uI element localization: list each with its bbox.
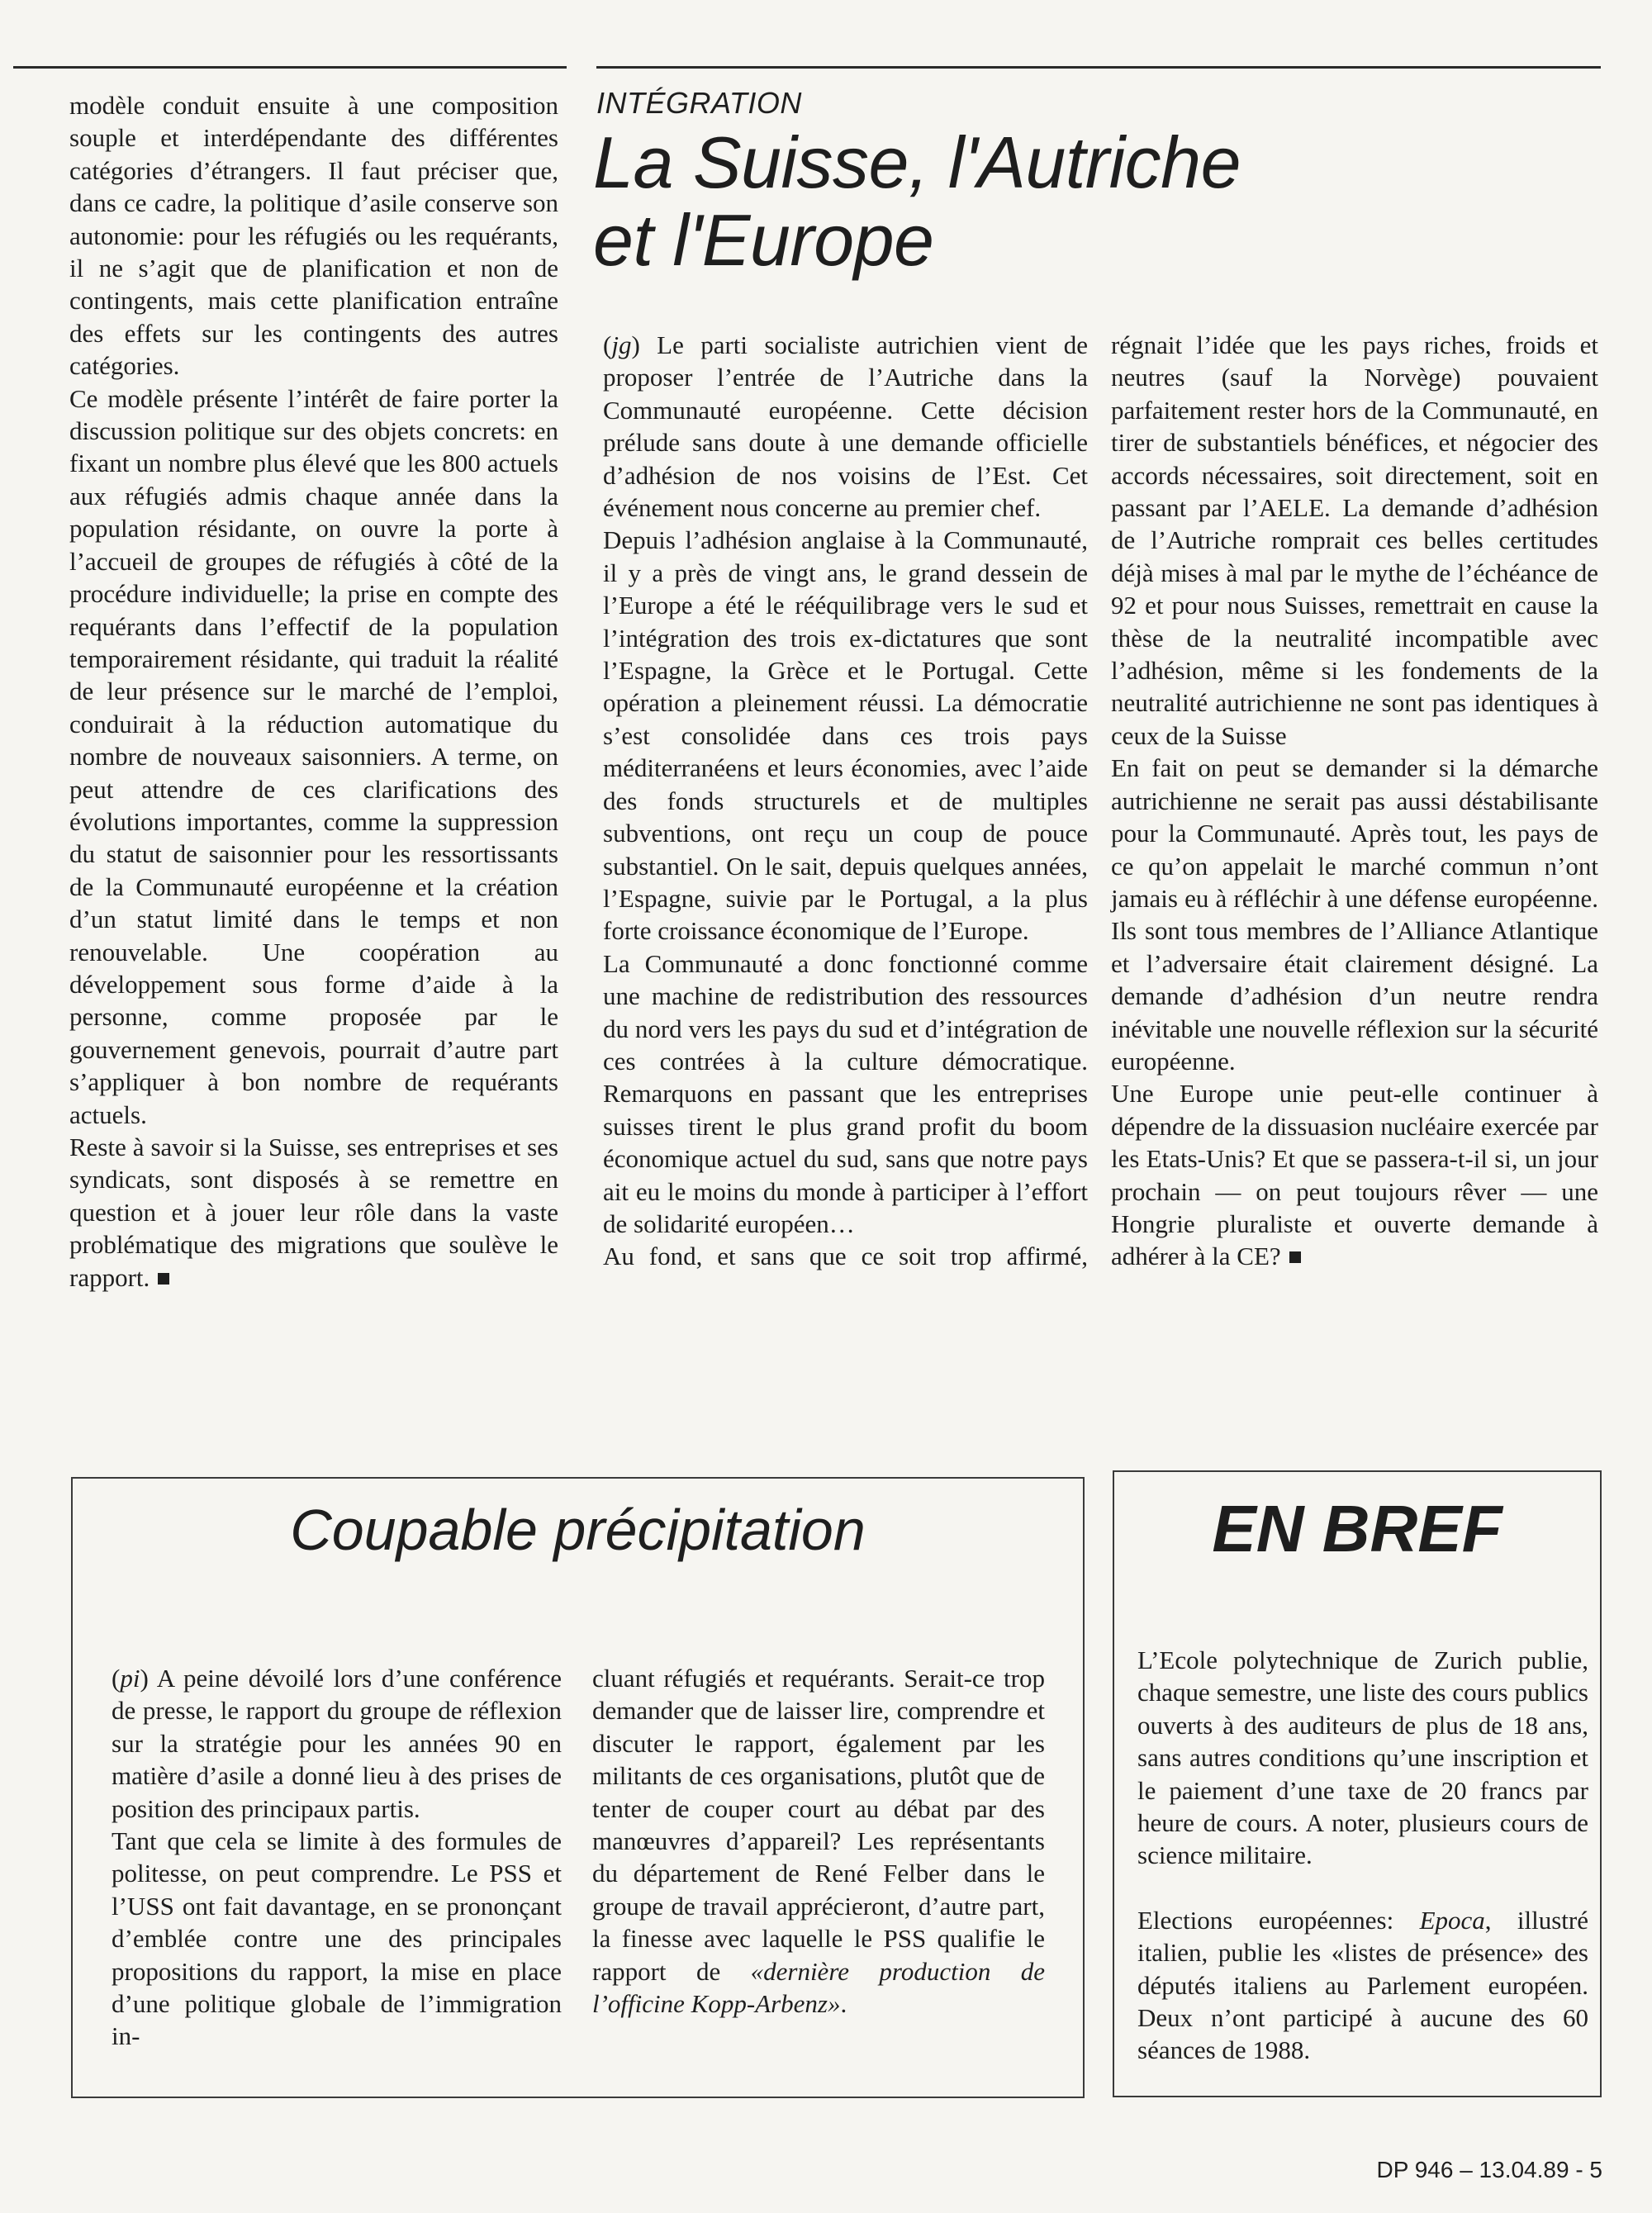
- main-paragraph-4: Au fond, et sans que ce soit trop affirmé,: [603, 1242, 1088, 1271]
- bref-item-1: L’Ecole polytechnique de Zurich publie, chaque semestre, une liste des cours publics ouverts à des auditeurs de plus de 18 ans, sans autres conditions qu’une inscription et le paiement d’une taxe de 20 francs par heure de cours. A noter, plusieurs cours de science militaire.: [1137, 1646, 1588, 1870]
- coupable-paragraph-1: (pi) A peine dévoilé lors d’une conférence de presse, le rapport du groupe de réflexion sur la stratégie pour les années 90 en matière d’asile a donné lieu à des prises de position des principaux partis.: [112, 1664, 562, 1823]
- box-en-bref-title: EN BREF: [1212, 1492, 1502, 1565]
- main-paragraph-3: La Communauté a donc fonctionné comme une machine de redistribution des ressources du nord vers les pays du sud et d’intégration de ces contrées à la culture démocratique. Remarquons en passant que les entreprises suisses tirent le plus grand profit du boom économique actuel du sud, sans que notre pays ait eu le moins du monde à participer à l’effort de solidarité européen…: [603, 948, 1088, 1238]
- main-article-column-2: [1111, 329, 1598, 1273]
- main-paragraph-6: En fait on peut se demander si la démarche autrichienne ne serait pas aussi déstabilisante pour la Communauté. Après tout, les pays de ce qu’on appelait le marché commun n’ont jamais eu à réfléchir à une défense européenne. Ils sont tous membres de l’Alliance Atlantique et l’adversaire était clairement désigné. La demande d’adhésion d’un neutre rendra inévitable une nouvelle réflexion sur la sécurité européenne.: [1111, 753, 1598, 1076]
- main-article-column-1: [603, 329, 1088, 1273]
- coupable-paragraph-3: cluant réfugiés et requérants. Serait-ce trop demander que de laisser lire, comprendre et discuter le rapport, également par les militants de ces organisations, plutôt que de tenter de couper court au débat par des manœuvres d’appareil? Les représentants du département de René Felber dans le groupe de travail apprécieront, d’autre part, la finesse avec laquelle le PSS qualifie le rapport de «dernière production de l’officine Kopp-Arbenz».: [592, 1664, 1045, 2019]
- prev-paragraph-1: modèle conduit ensuite à une composition souple et interdépendante des différentes catégories d’étrangers. Il faut préciser que, dans ce cadre, la politique d’asile conserve son autonomie: pour les réfugiés ou les requérants, il ne s’agit que de planification et non de contingents, mais cette planification entraîne des effets sur les contingents des autres catégories.: [69, 91, 558, 381]
- top-rule-right: [596, 66, 1601, 69]
- box-coupable-title: Coupable précipitation: [290, 1498, 866, 1562]
- author-initials: jg: [611, 330, 632, 359]
- end-mark-icon: [158, 1273, 169, 1285]
- prev-article-column: [69, 89, 558, 1294]
- prev-paragraph-3: Reste à savoir si la Suisse, ses entreprises et ses syndicats, sont disposés à se remettre en question et à jouer leur rôle dans la vaste problématique des migrations que soulève le rapport.: [69, 1133, 558, 1292]
- bref-item-2: Elections européennes: Epoca, illustré italien, publie les «listes de présence» des députés italiens au Parlement européen. Deux n’ont participé à aucune des 60 séances de 1988.: [1137, 1905, 1588, 2065]
- end-mark-icon: [1289, 1251, 1301, 1263]
- section-kicker: INTÉGRATION: [596, 86, 802, 120]
- article-title: La Suisse, l'Autriche et l'Europe: [593, 121, 1241, 281]
- main-paragraph-5: régnait l’idée que les pays riches, froids et neutres (sauf la Norvège) pouvaient parfaitement rester hors de la Communauté, en tirer de substantiels bénéfices, et négocier des accords nécessaires, soit directement, soit en passant par l’AELE. La demande d’adhésion de l’Autriche romprait ces belles certitudes déjà mises à mal par le mythe de l’échéance de 92 et pour nous Suisses, remettrait en cause la thèse de la neutralité incompatible avec l’adhésion, même si les fondements de la neutralité autrichienne ne sont pas identiques à ceux de la Suisse: [1111, 330, 1598, 750]
- box-en-bref-text: [1137, 1644, 1588, 2067]
- coupable-paragraph-2: Tant que cela se limite à des formules de politesse, on peut comprendre. Le PSS et l’USS ont fait davantage, en se prononçant d’emblée contre une des principales propositions du rapport, la mise en place d’une politique globale de l’immigration in-: [112, 1826, 562, 2051]
- main-paragraph-7: Une Europe unie peut-elle continuer à dépendre de la dissuasion nucléaire exercée par les Etats-Unis? Et que se passera-t-il si, un jour prochain — on peut toujours rêver — une Hongrie pluraliste et ouverte demande à adhérer à la CE?: [1111, 1079, 1598, 1271]
- box-en-bref: [1113, 1470, 1602, 2097]
- box-coupable: [71, 1477, 1085, 2098]
- top-rule-left: [13, 66, 567, 69]
- main-paragraph-1: (jg) Le parti socialiste autrichien vient de proposer l’entrée de l’Autriche dans la Communauté européenne. Cette décision prélude sans doute à une demande officielle d’adhésion de nos voisins de l’Est. Cet événement nous concerne au premier chef.: [603, 330, 1088, 523]
- prev-paragraph-2: Ce modèle présente l’intérêt de faire porter la discussion politique sur des objets concrets: en fixant un nombre plus élevé que les 800 actuels aux réfugiés admis chaque année dans la population résidante, on ouvre la porte à l’accueil de groupes de réfugiés à côté de la procédure individuelle; la prise en compte des requérants dans l’effectif de la population temporairement résidante, qui traduit la réalité de leur présence sur le marché de l’emploi, conduirait à la réduction automatique du nombre de nouveaux saisonniers. A terme, on peut attendre de ces clarifications des évolutions importantes, comme la suppression du statut de saisonnier pour les ressortissants de la Communauté européenne et la création d’un statut limité dans le temps et non renouvelable. Une coopération au développement sous forme d’aide à la personne, comme proposée par le gouvernement genevois, pourrait d’autre part s’appliquer à bon nombre de requérants actuels.: [69, 383, 558, 1129]
- main-paragraph-2: Depuis l’adhésion anglaise à la Communauté, il y a près de vingt ans, le grand dessein de l’Europe a été le rééquilibrage vers le sud et l’intégration des trois ex-dictatures que sont l’Espagne, la Grèce et le Portugal. Cette opération a pleinement réussi. La démocratie s’est consolidée dans ces trois pays méditerranéens et leurs économies, avec l’aide des fonds structurels et de multiples subventions, ont reçu un coup de pouce substantiel. On le sait, depuis quelques années, l’Espagne, suivie par le Portugal, a la plus forte croissance économique de l’Europe.: [603, 525, 1088, 946]
- box-coupable-column-2: [592, 1662, 1045, 2020]
- page-footer: DP 946 – 13.04.89 - 5: [1376, 2157, 1602, 2182]
- box-coupable-column-1: [112, 1662, 562, 2053]
